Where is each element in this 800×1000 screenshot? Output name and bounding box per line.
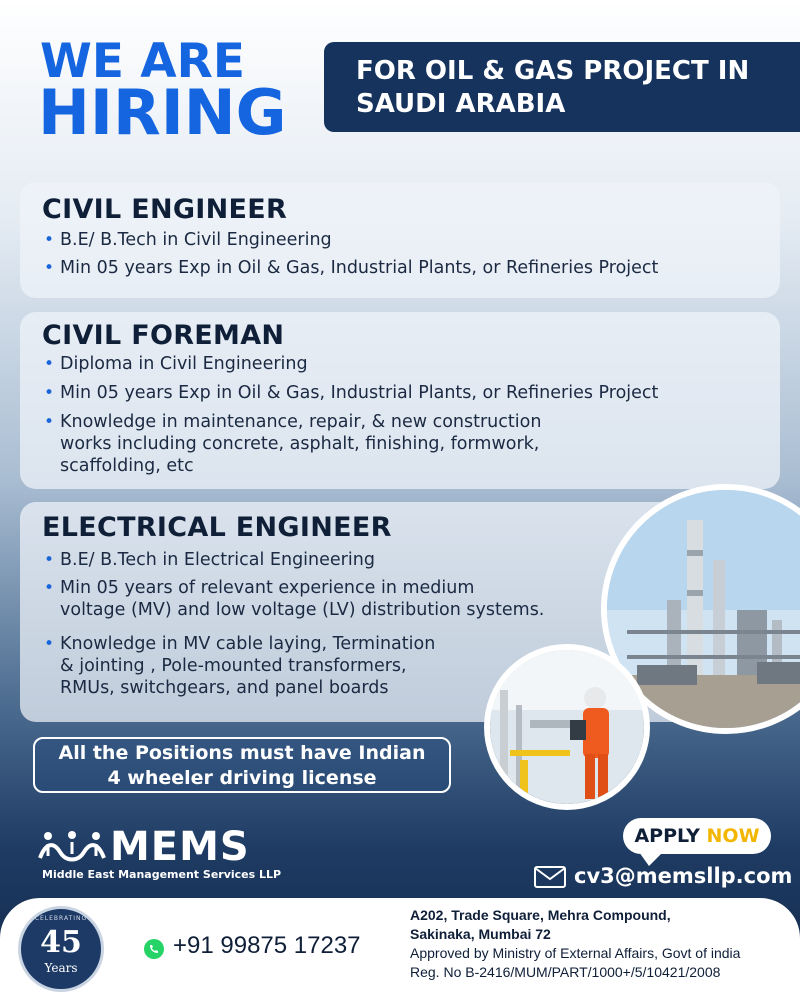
list-item: • Knowledge in MV cable laying, Termination & jointing , Pole-mounted transformers, RMUs, switchgears, and panel boards	[44, 634, 436, 698]
list-item: • Min 05 years Exp in Oil & Gas, Industrial Plants, or Refineries Project	[44, 258, 659, 278]
worker-illustration	[490, 650, 644, 804]
address-line-1: A202, Trade Square, Mehra Compound,	[410, 907, 671, 923]
registration-line: Reg. No B-2416/MUM/PART/1000+/5/10421/2008	[410, 964, 721, 980]
license-line-2: 4 wheeler driving license	[107, 767, 377, 789]
bullet-icon: •	[44, 634, 55, 654]
logo-full-name: Middle East Management Services LLP	[42, 868, 282, 881]
worker-photo	[484, 644, 650, 810]
bullet-icon: •	[44, 230, 55, 250]
job-card-civil-foreman	[20, 312, 780, 489]
badge-number: 45	[40, 925, 82, 960]
license-line-1: All the Positions must have Indian	[58, 742, 426, 764]
bullet-icon: •	[44, 383, 55, 403]
banner-line-1: FOR OIL & GAS PROJECT IN	[356, 56, 750, 86]
address-block	[410, 906, 790, 982]
job-card-civil-engineer	[20, 182, 780, 298]
list-item: • B.E/ B.Tech in Electrical Engineering	[44, 550, 375, 570]
list-item: • Knowledge in maintenance, repair, & new construction works including concrete, asphalt, finishing, formwork, scaffolding, etc	[44, 412, 542, 476]
bullet-icon: •	[44, 412, 55, 432]
apply-word: APPLY	[634, 825, 700, 847]
logo-brand: MEMS	[110, 824, 250, 870]
banner-line-2: SAUDI ARABIA	[356, 89, 566, 119]
job-title: ELECTRICAL ENGINEER	[42, 512, 392, 543]
phone-number[interactable]: +91 99875 17237	[173, 932, 361, 959]
badge-label: Years	[44, 961, 78, 975]
location-banner	[324, 42, 800, 132]
address-line-2: Sakinaka, Mumbai 72	[410, 926, 551, 942]
apply-now-button[interactable]	[623, 818, 771, 854]
list-item: • Min 05 years of relevant experience in medium voltage (MV) and low voltage (LV) distribution systems.	[44, 578, 545, 620]
now-word: NOW	[706, 825, 760, 847]
badge-ring-text: CELEBRATING	[34, 915, 88, 922]
list-item: • B.E/ B.Tech in Civil Engineering	[44, 230, 332, 250]
list-item: • Min 05 years Exp in Oil & Gas, Industrial Plants, or Refineries Project	[44, 383, 659, 403]
license-requirement	[33, 737, 451, 793]
bullet-icon: •	[44, 550, 55, 570]
list-item: • Diploma in Civil Engineering	[44, 354, 308, 374]
company-logo	[38, 824, 298, 884]
headline-we-are: WE ARE	[40, 34, 245, 89]
bullet-icon: •	[44, 354, 55, 374]
headline-hiring: HIRING	[38, 76, 287, 149]
anniversary-badge	[18, 906, 104, 992]
bullet-icon: •	[44, 578, 55, 598]
people-logo-icon	[38, 830, 106, 864]
job-title: CIVIL FOREMAN	[42, 320, 285, 351]
job-title: CIVIL ENGINEER	[42, 194, 288, 225]
email-icon	[534, 866, 566, 888]
approval-line: Approved by Ministry of External Affairs, Govt of india	[410, 945, 741, 961]
email-link[interactable]: cv3@memsllp.com	[574, 864, 793, 888]
whatsapp-icon	[143, 938, 165, 960]
bullet-icon: •	[44, 258, 55, 278]
